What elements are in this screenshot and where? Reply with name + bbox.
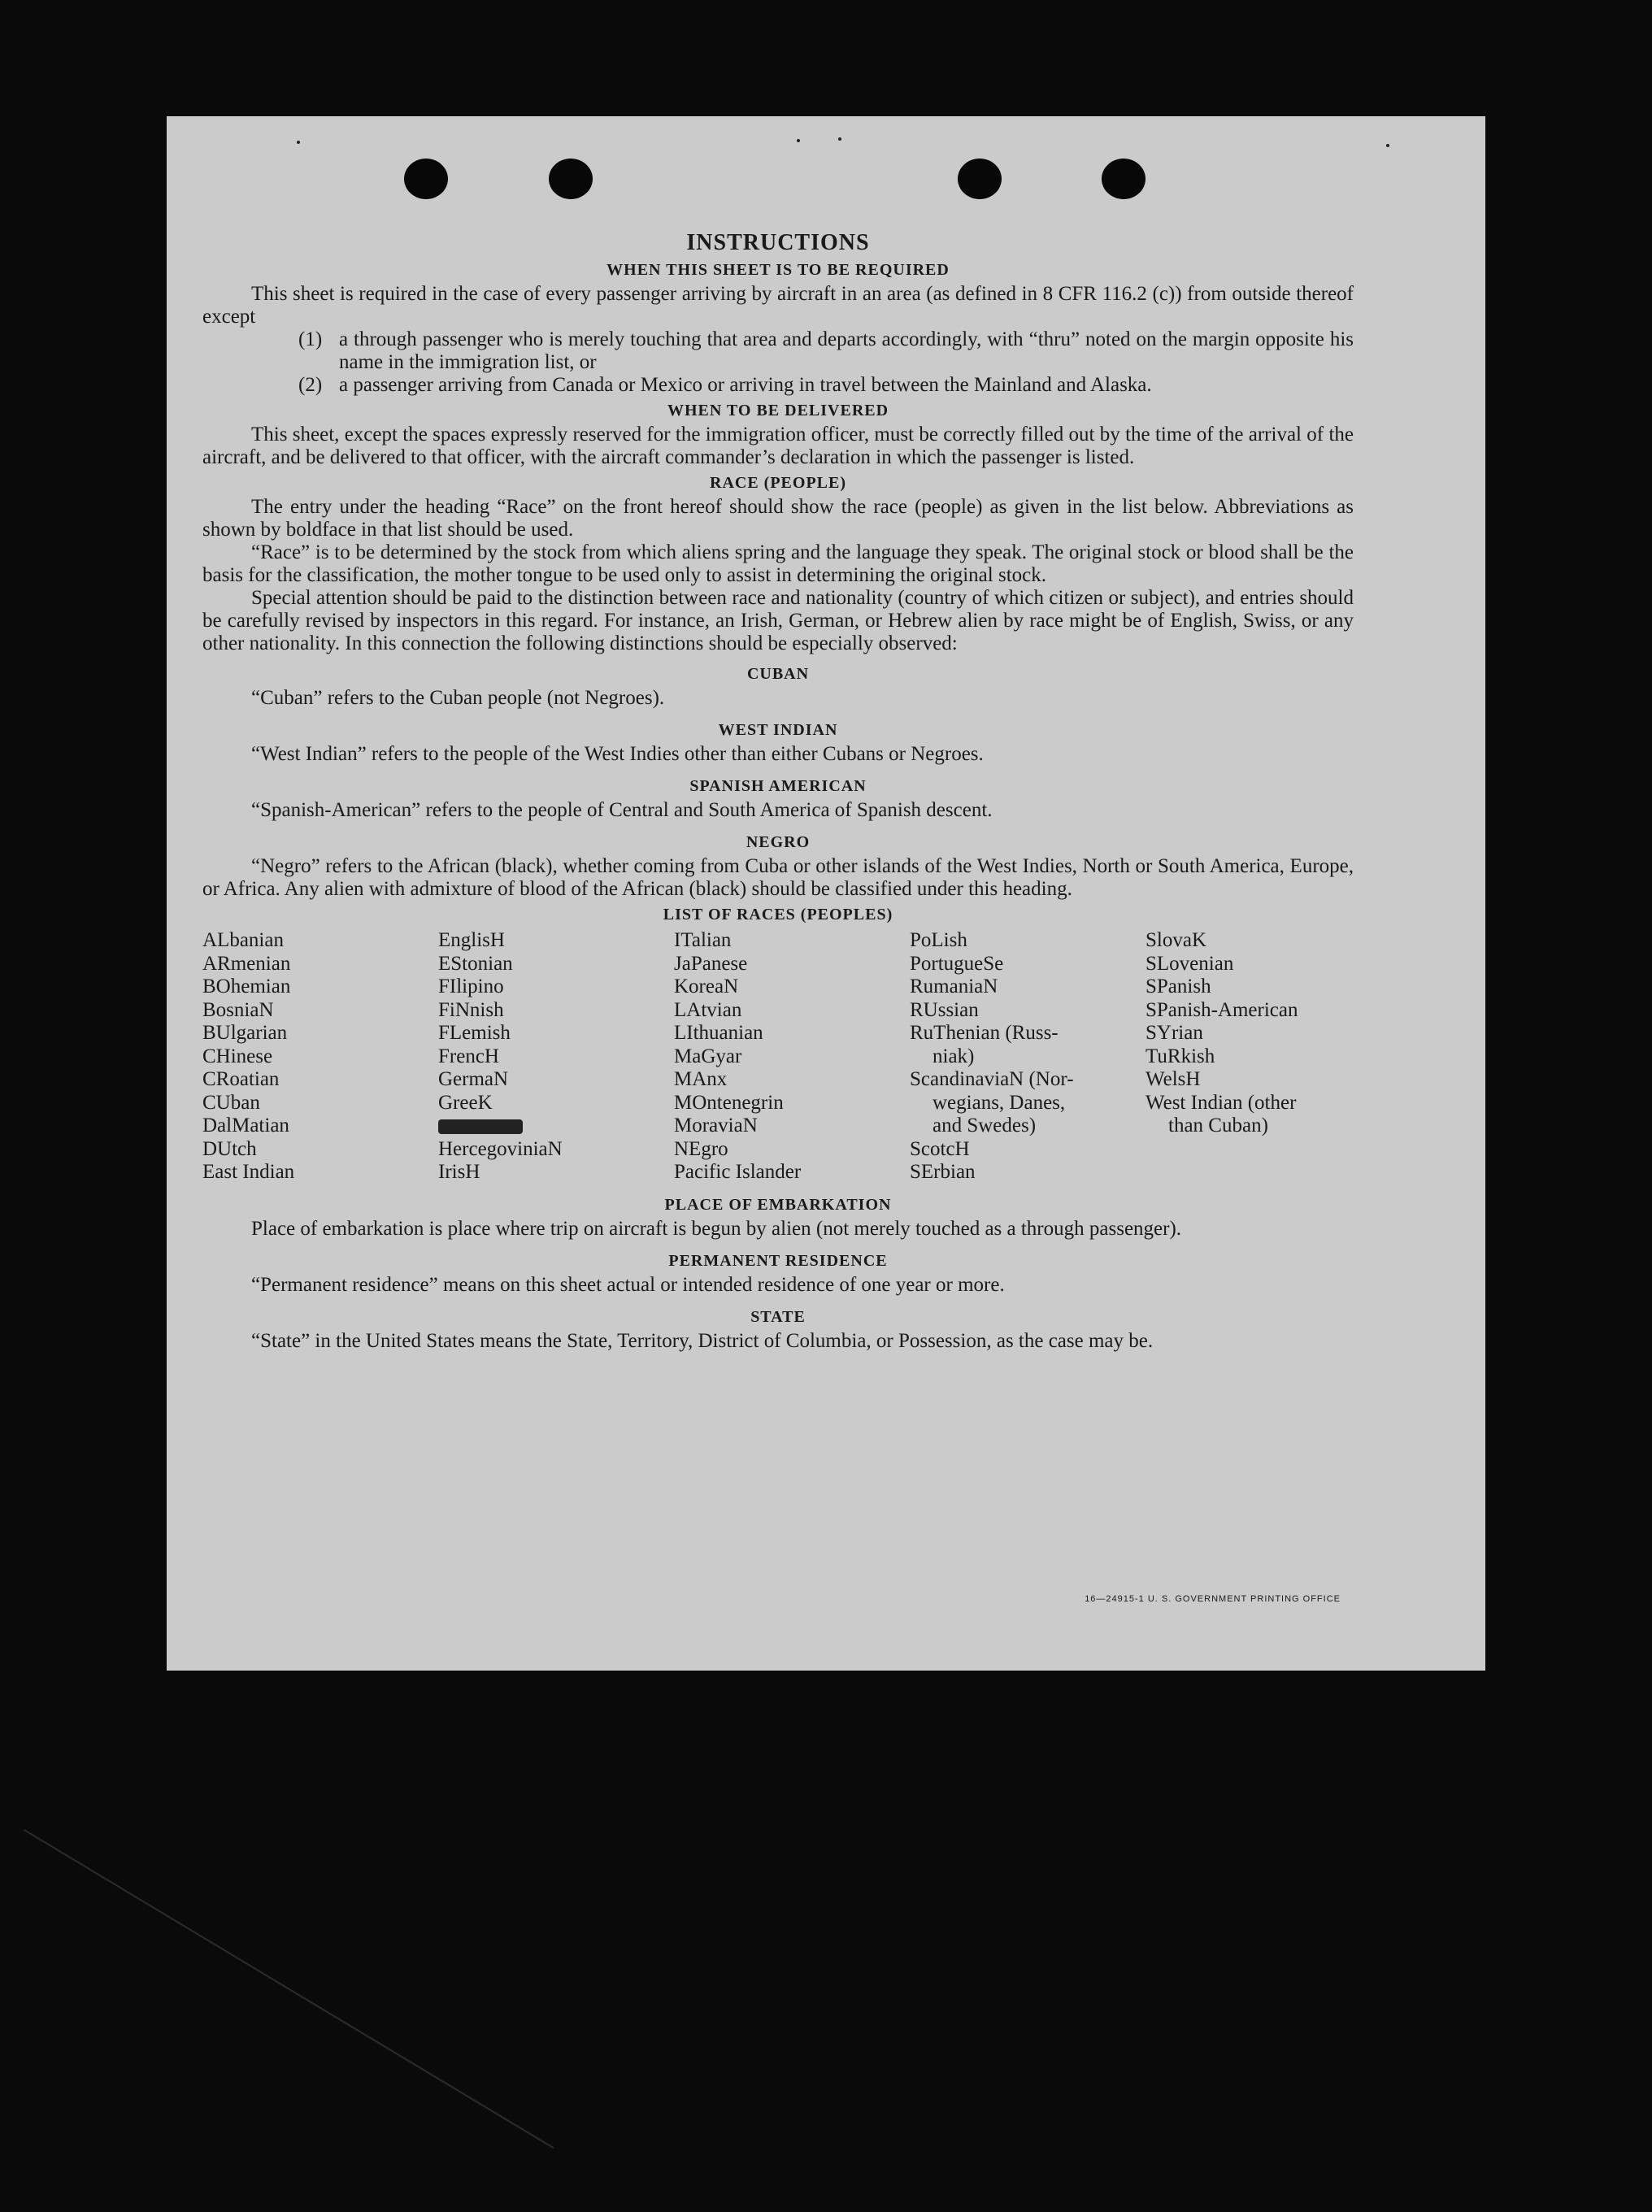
punch-hole xyxy=(1102,159,1146,199)
race-item: SLovenian xyxy=(1146,952,1234,975)
race-item: FiNnish xyxy=(438,998,504,1021)
race-item: EnglisH xyxy=(438,929,505,951)
race-paragraph-2: “Race” is to be determined by the stock from which aliens spring and the language they speak. The original stock or blood shall be the basis for the classification, the mother tongue to be used only to assist in determining the original stock. xyxy=(202,541,1354,586)
race-item: RumaniaN xyxy=(910,976,998,997)
negro-text: “Negro” refers to the African (black), whether coming from Cuba or other islands of the West Indies, North or South America, Europe, or Africa. Any alien with admixture of blood of the African (black) should be classified under this heading. xyxy=(202,855,1354,900)
redacted-race-item xyxy=(438,1115,674,1138)
printing-office-code: 16—24915-1 U. S. GOVERNMENT PRINTING OFFICE xyxy=(1085,1594,1341,1604)
races-list xyxy=(202,929,1354,1184)
races-column-3 xyxy=(674,929,910,1184)
required-item-1: (1) a through passenger who is merely touching that area and departs accordingly, with “thru” noted on the margin opposite his name in the immigration list, or xyxy=(298,328,1354,373)
required-intro: This sheet is required in the case of every passenger arriving by aircraft in an area (as defined in 8 CFR 116.2 (c)) from outside thereof except xyxy=(202,283,1354,328)
race-item: LIthuanian xyxy=(674,1022,763,1044)
section-heading-west-indian: WEST INDIAN xyxy=(718,721,838,739)
race-item: SErbian xyxy=(910,1161,976,1183)
spanish-american-text: “Spanish-American” refers to the people of Central and South America of Spanish descent. xyxy=(251,799,993,821)
section-heading-required: WHEN THIS SHEET IS TO BE REQUIRED xyxy=(606,261,950,279)
race-item: SPanish xyxy=(1146,976,1211,997)
race-item: PortugueSe xyxy=(910,952,1004,975)
race-item: MoraviaN xyxy=(674,1115,758,1136)
section-heading-state: STATE xyxy=(750,1307,806,1326)
section-heading-race: RACE (PEOPLE) xyxy=(710,474,846,492)
race-item: PoLish xyxy=(910,929,967,951)
cuban-text: “Cuban” refers to the Cuban people (not Negroes). xyxy=(251,687,665,709)
race-item-continued: wegians, Danes, xyxy=(933,1091,1066,1114)
race-item: FrencH xyxy=(438,1045,499,1067)
race-item: BUlgarian xyxy=(202,1022,288,1044)
race-item: Pacific Islander xyxy=(674,1161,802,1183)
race-item-continued: niak) xyxy=(933,1045,975,1067)
race-item: JaPanese xyxy=(674,952,748,975)
scan-speck xyxy=(838,137,841,141)
instructions-content xyxy=(202,222,1354,1353)
race-item: SPanish-American xyxy=(1146,998,1298,1021)
race-item: GermaN xyxy=(438,1068,509,1090)
delivered-text: This sheet, except the spaces expressly reserved for the immigration officer, must be correctly filled out by the time of the arrival of the aircraft, and be delivered to that officer, with the aircraft commander’s declaration in which the passenger is listed. xyxy=(202,424,1354,468)
section-heading-residence: PERMANENT RESIDENCE xyxy=(668,1251,888,1270)
required-item-2: (2) a passenger arriving from Canada or Mexico or arriving in travel between the Mainland and Alaska. xyxy=(298,374,1152,396)
race-item-continued: and Swedes) xyxy=(933,1115,1037,1136)
scan-speck xyxy=(797,139,800,142)
instruction-sheet xyxy=(167,116,1485,1671)
race-item: BosniaN xyxy=(202,998,274,1021)
race-item: BOhemian xyxy=(202,976,291,997)
race-item: SlovaK xyxy=(1146,929,1206,951)
race-item: ARmenian xyxy=(202,952,291,975)
race-item: CRoatian xyxy=(202,1068,280,1090)
scan-artifact-line xyxy=(24,1829,554,2149)
race-item: ITalian xyxy=(674,929,732,951)
race-item: EStonian xyxy=(438,952,513,975)
redaction-mark xyxy=(438,1119,523,1134)
section-heading-negro: NEGRO xyxy=(746,833,811,851)
section-heading-cuban: CUBAN xyxy=(746,665,810,683)
punch-hole xyxy=(404,159,448,199)
punch-hole xyxy=(958,159,1002,199)
race-item: MaGyar xyxy=(674,1045,742,1067)
race-item: CUban xyxy=(202,1091,260,1114)
race-item: East Indian xyxy=(202,1161,295,1183)
race-item: WelsH xyxy=(1146,1068,1201,1090)
races-column-1 xyxy=(202,929,438,1184)
embarkation-text: Place of embarkation is place where trip on aircraft is begun by alien (not merely touched as a through passenger). xyxy=(251,1217,1182,1240)
race-item: GreeK xyxy=(438,1091,493,1114)
race-item: KoreaN xyxy=(674,976,739,997)
scan-speck xyxy=(1386,144,1389,147)
race-item: NEgro xyxy=(674,1137,728,1160)
race-item: DalMatian xyxy=(202,1115,289,1136)
race-item: RUssian xyxy=(910,998,979,1021)
state-text: “State” in the United States means the State, Territory, District of Columbia, or Possession, as the case may be. xyxy=(251,1329,1154,1352)
race-paragraph-3: Special attention should be paid to the distinction between race and nationality (country of which citizen or subject), and entries should be carefully revised by inspectors in this regard. For instance, an Irish, German, or Hebrew alien by race might be of English, Swiss, or any other nationality. In this connection the following distinctions should be especially observed: xyxy=(202,587,1354,654)
race-paragraph-1: The entry under the heading “Race” on the front hereof should show the race (people) as given in the list below. Abbreviations as shown by boldface in that list should be used. xyxy=(202,496,1354,541)
race-item: FIlipino xyxy=(438,976,504,997)
race-item: DUtch xyxy=(202,1137,257,1160)
race-item: MAnx xyxy=(674,1068,728,1090)
residence-text: “Permanent residence” means on this sheet actual or intended residence of one year or more. xyxy=(251,1273,1005,1296)
race-item: HercegoviniaN xyxy=(438,1137,563,1160)
race-item: FLemish xyxy=(438,1022,511,1044)
race-item: IrisH xyxy=(438,1161,480,1183)
race-item-continued: than Cuban) xyxy=(1168,1115,1268,1136)
west-indian-text: “West Indian” refers to the people of the West Indies other than either Cubans or Negroes. xyxy=(251,743,984,765)
section-heading-races-list: LIST OF RACES (PEOPLES) xyxy=(663,906,893,923)
race-item: West Indian (other xyxy=(1146,1091,1297,1114)
race-item: RuThenian (Russ- xyxy=(910,1022,1059,1044)
races-column-5 xyxy=(1146,929,1354,1184)
punch-hole xyxy=(549,159,593,199)
race-item: LAtvian xyxy=(674,998,742,1021)
race-item: ALbanian xyxy=(202,929,284,951)
race-item: MOntenegrin xyxy=(674,1091,784,1114)
section-heading-spanish-american: SPANISH AMERICAN xyxy=(689,777,867,795)
races-column-2 xyxy=(438,929,674,1184)
page-title: INSTRUCTIONS xyxy=(686,230,870,255)
section-heading-embarkation: PLACE OF EMBARKATION xyxy=(664,1195,892,1214)
race-item: TuRkish xyxy=(1146,1045,1215,1067)
race-item: SYrian xyxy=(1146,1022,1203,1044)
race-item: ScandinaviaN (Nor- xyxy=(910,1068,1074,1090)
race-item: CHinese xyxy=(202,1045,273,1067)
race-item: ScotcH xyxy=(910,1137,970,1160)
scan-speck xyxy=(297,141,300,144)
races-column-4 xyxy=(910,929,1146,1184)
section-heading-delivered: WHEN TO BE DELIVERED xyxy=(667,402,889,419)
